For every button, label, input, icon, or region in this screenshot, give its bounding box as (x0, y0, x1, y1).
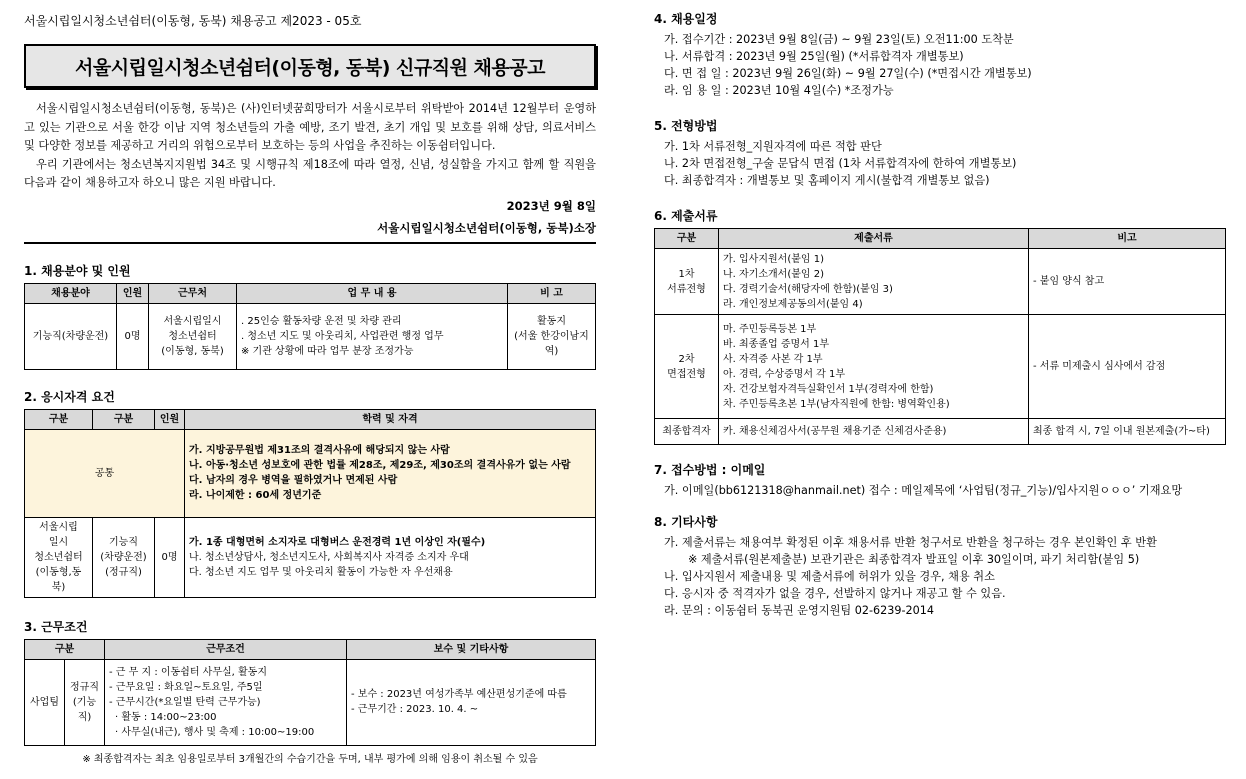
announcement-date: 2023년 9월 8일 (506, 198, 596, 213)
document-line: 바. 최종졸업 증명서 1부 (723, 338, 830, 350)
count-cell: 0명 (155, 517, 185, 597)
list-item: 다. 면 접 일 : 2023년 9월 26일(화) ~ 9월 27일(수) (*면접시간 개별통보) (664, 67, 1032, 80)
document-line: 가. 입사지원서(붙임 1) (723, 253, 824, 265)
conditions-cell (105, 659, 347, 745)
duties-cell (237, 303, 508, 369)
table-header-row (655, 229, 1226, 249)
list-item: ※ 제출서류(원본제출분) 보관기관은 최종합격자 발표일 이후 30일이며, 파기 처리함(붙임 5) (688, 553, 1140, 566)
right-column (654, 8, 1226, 619)
list-item: 나. 입사지원서 제출내용 및 제출서류에 허위가 있을 경우, 채용 취소 (664, 570, 995, 583)
stage-line: 1차 (678, 268, 695, 280)
document-line: 사. 자격증 사본 각 1부 (723, 353, 823, 365)
section-5-heading: 5. 전형방법 (654, 119, 718, 133)
submission-list (654, 482, 1226, 499)
section-3-heading: 3. 근무조건 (24, 619, 88, 634)
section-7-heading: 7. 접수방법 : 이메일 (654, 463, 766, 477)
duty-line: . 청소년 지도 및 아웃리치, 사업관련 행정 업무 (241, 330, 444, 342)
stage-line: 2차 (678, 353, 695, 365)
documents-cell: 카. 채용신체검사서(공무원 채용기준 신체검사준용) (719, 419, 1029, 445)
document-line: 마. 주민등록등본 1부 (723, 323, 817, 335)
duty-line: ※ 기관 상황에 따라 업무 분장 조정가능 (241, 345, 414, 357)
org-line: 서울시립 (39, 521, 78, 533)
remark-cell: - 서류 미제출시 심사에서 감점 (1029, 315, 1226, 419)
org-line: (이동형,동북) (35, 566, 82, 593)
count-cell: 0명 (117, 303, 149, 369)
header-remark: 비 고 (508, 283, 596, 303)
stage-line: 서류전형 (667, 283, 706, 295)
document-line: 자. 건강보험자격득실확인서 1부(경력자에 한함) (723, 383, 934, 395)
header-field: 채용분야 (25, 283, 117, 303)
type-line: (기능직) (72, 696, 97, 723)
condition-line: - 근 무 지 : 이동쉼터 사무실, 활동지 (109, 666, 268, 678)
job-line: 기능직 (109, 536, 138, 548)
job-line: (차량운전) (100, 551, 147, 563)
header-category: 구분 (25, 639, 105, 659)
table-row (655, 419, 1226, 445)
section-1-table (24, 283, 596, 370)
list-item: 다. 최종합격자 : 개별통보 및 홈페이지 게시(불합격 개별통보 없음) (664, 174, 990, 187)
org-line: 일시 (48, 536, 69, 548)
header-category-2: 구분 (93, 409, 155, 429)
type-line: 정규직 (70, 681, 99, 693)
pay-line: - 근무기간 : 2023. 10. 4. ~ (351, 704, 479, 715)
list-item: 가. 이메일(bb6121318@hanmail.net) 접수 : 메일제목에 ‘사업팀(정규_기능)/입사지원ㅇㅇㅇ’ 기재요망 (664, 484, 1183, 497)
field-cell: 기능직(차량운전) (25, 303, 117, 369)
header-category: 구분 (25, 409, 93, 429)
signer: 서울시립일시청소년쉼터(이동형, 동북)소장 (24, 220, 596, 244)
qualification-line: 라. 나이제한 : 60세 정년기준 (189, 490, 322, 501)
header-workplace: 근무처 (149, 283, 237, 303)
header-count: 인원 (117, 283, 149, 303)
misc-list (654, 534, 1226, 619)
common-label: 공통 (25, 429, 185, 517)
header-pay: 보수 및 기타사항 (347, 639, 596, 659)
section-6-table (654, 228, 1226, 445)
document-line: 다. 경력기술서(해당자에 한함)(붙임 3) (723, 283, 893, 295)
remark-line: (서울 한강이남지역) (514, 330, 589, 357)
header-count: 인원 (155, 409, 185, 429)
documents-cell (719, 315, 1029, 419)
list-item: 나. 2차 면접전형_구술 문답식 면접 (1차 서류합격자에 한하여 개별통보) (664, 157, 1017, 170)
section-6-heading: 6. 제출서류 (654, 209, 718, 223)
workplace-line: 서울시립일시 (163, 315, 222, 327)
list-item: 가. 접수기간 : 2023년 9월 8일(금) ~ 9월 23일(토) 오전11:00 도착분 (664, 33, 1014, 46)
org-line: 청소년쉼터 (34, 551, 83, 563)
header-documents: 제출서류 (719, 229, 1029, 249)
qualification-line: 가. 지방공무원법 제31조의 결격사유에 해당되지 않는 사람 (189, 445, 450, 456)
table-header-row (25, 409, 596, 429)
table-row (25, 517, 596, 597)
remark-cell (508, 303, 596, 369)
header-conditions: 근무조건 (105, 639, 347, 659)
remark-cell: 최종 합격 시, 7일 이내 원본제출(가~타) (1029, 419, 1226, 445)
condition-line: · 사무실(내근), 행사 및 축제 : 10:00~19:00 (115, 726, 315, 738)
job-items (185, 517, 596, 597)
list-item: 가. 1차 서류전형_지원자격에 따른 적합 판단 (664, 140, 882, 153)
header-category: 구분 (655, 229, 719, 249)
pay-cell (347, 659, 596, 745)
probation-note: ※ 최종합격자는 최초 임용일로부터 3개월간의 수습기간을 두며, 내부 평가에 의해 임용이 취소될 수 있음 (82, 753, 538, 765)
section-2-table (24, 409, 596, 598)
document-line: 라. 개인정보제공동의서(붙임 4) (723, 298, 863, 310)
stage-cell (655, 315, 719, 419)
workplace-line: 청소년쉼터 (168, 330, 217, 342)
intro-paragraph-1: 서울시립일시청소년쉼터(이동형, 동북)은 (사)인터넷꿈희망터가 서울시로부터 위탁받아 2014년 12월부터 운영하고 있는 기관으로 서울 한강 이남 지역 청소년들의 가출 예방, 조기 발견, 초기 개입 및 보호를 위해 상담, 의료서비스 및 다양한 정보를 제공하고 거리의 위험으로부터 보호하는 등의 사업을 추진하는 이동쉼터입니다. (24, 102, 596, 152)
workplace-cell (149, 303, 237, 369)
intro-paragraph-2: 우리 기관에서는 청소년복지지원법 34조 및 시행규칙 제18조에 따라 열정, 신념, 성실함을 가지고 함께 할 직원을 다음과 같이 채용하고자 하오니 많은 지원 바랍니다. (24, 157, 596, 189)
document-line: 차. 주민등록초본 1부(남자직원에 한함: 병역확인용) (723, 398, 950, 410)
qualification-line: 다. 청소년 지도 업무 및 아웃리치 활동이 가능한 자 우선채용 (189, 566, 453, 578)
list-item: 라. 임 용 일 : 2023년 10월 4일(수) *조정가능 (664, 84, 894, 97)
list-item: 가. 제출서류는 채용여부 확정된 이후 채용서류 반환 청구서로 반환을 청구하는 경우 본인확인 후 반환 (664, 536, 1157, 549)
condition-line: - 근무요일 : 화요일~토요일, 주5일 (109, 681, 263, 693)
type-cell (65, 659, 105, 745)
table-row (25, 429, 596, 517)
section-2-heading: 2. 응시자격 요건 (24, 389, 115, 404)
list-item: 나. 서류합격 : 2023년 9월 25일(월) (*서류합격자 개별통보) (664, 50, 964, 63)
section-3-table (24, 639, 596, 746)
job-cell (93, 517, 155, 597)
stage-line: 면접전형 (667, 368, 706, 380)
section-4-heading: 4. 채용일정 (654, 12, 718, 26)
qualification-line: 다. 남자의 경우 병역을 필하였거나 면제된 사람 (189, 475, 398, 486)
document-line: 아. 경력, 수상증명서 각 1부 (723, 368, 846, 380)
qualification-line: 가. 1종 대형면허 소지자로 대형버스 운전경력 1년 이상인 자(필수) (189, 536, 486, 548)
documents-cell (719, 249, 1029, 315)
header-duties: 업 무 내 용 (237, 283, 508, 303)
table-header-row (25, 639, 596, 659)
pay-line: - 보수 : 2023년 여성가족부 예산편성기준에 따름 (351, 689, 567, 700)
table-header-row (25, 283, 596, 303)
stage-cell: 최종합격자 (655, 419, 719, 445)
qualification-line: 나. 아동·청소년 성보호에 관한 법률 제28조, 제29조, 제30조의 결격사유가 없는 사람 (189, 460, 571, 471)
page-title: 서울시립일시청소년쉼터(이동형, 동북) 신규직원 채용공고 (24, 44, 596, 88)
section-8-heading: 8. 기타사항 (654, 515, 718, 529)
table-row (25, 303, 596, 369)
condition-line: · 활동 : 14:00~23:00 (115, 711, 217, 723)
left-column (24, 8, 596, 765)
schedule-list (654, 31, 1226, 99)
header-qualification: 학력 및 자격 (185, 409, 596, 429)
document-number: 서울시립일시청소년쉼터(이동형, 동북) 채용공고 제2023 - 05호 (24, 14, 362, 28)
duty-line: . 25인승 활동차량 운전 및 차량 관리 (241, 315, 402, 327)
team-cell: 사업팀 (25, 659, 65, 745)
org-cell (25, 517, 93, 597)
list-item: 라. 문의 : 이동쉼터 동북권 운영지원팀 02-6239-2014 (664, 604, 935, 617)
condition-line: - 근무시간(*요일별 탄력 근무가능) (109, 696, 261, 708)
method-list (654, 138, 1226, 189)
table-row (655, 249, 1226, 315)
section-1-heading: 1. 채용분야 및 인원 (24, 263, 131, 278)
intro-text (24, 100, 596, 193)
table-row (655, 315, 1226, 419)
remark-cell: - 붙임 양식 참고 (1029, 249, 1226, 315)
stage-cell (655, 249, 719, 315)
workplace-line: (이동형, 동북) (161, 345, 224, 357)
job-line: (정규직) (105, 566, 142, 578)
qualification-line: 나. 청소년상담사, 청소년지도사, 사회복지사 자격증 소지자 우대 (189, 551, 469, 563)
remark-line: 활동지 (537, 315, 566, 327)
header-remark: 비고 (1029, 229, 1226, 249)
table-row (25, 659, 596, 745)
common-items (185, 429, 596, 517)
list-item: 다. 응시자 중 적격자가 없을 경우, 선발하지 않거나 재공고 할 수 있음. (664, 587, 1006, 600)
document-line: 나. 자기소개서(붙임 2) (723, 268, 824, 280)
